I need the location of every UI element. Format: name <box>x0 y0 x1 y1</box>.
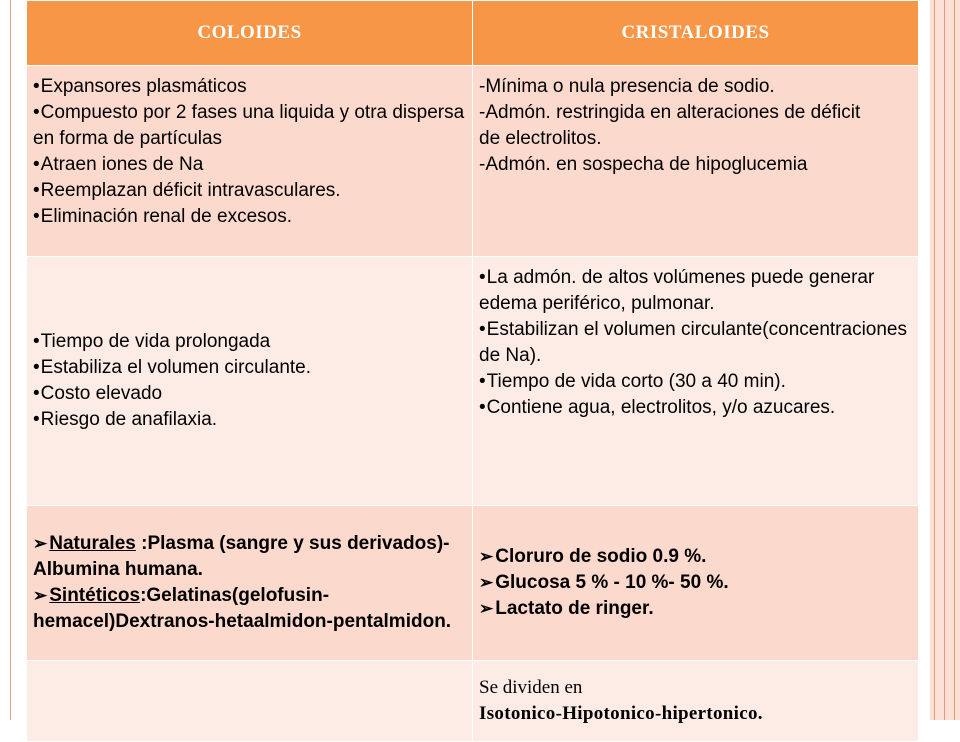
row-1 <box>27 66 919 257</box>
header-cristaloides: CRISTALOIDES <box>473 1 919 66</box>
row4-left-cell <box>27 661 473 742</box>
list-item: •Reemplazan déficit intravasculares. <box>33 180 341 201</box>
comparison-table <box>26 0 919 742</box>
classification-note <box>479 675 912 727</box>
list-item: •Estabiliza el volumen circulante. <box>33 357 312 378</box>
row1-left-list <box>33 74 466 230</box>
list-item: ➢ Glucosa 5 % - 10 %- 50 %. <box>479 572 729 593</box>
arrow-bullet-icon: ➢ <box>33 534 48 553</box>
list-item: •Costo elevado <box>33 383 163 404</box>
list-item: •Contiene agua, electrolitos, y/o azucares. <box>479 397 836 418</box>
list-item: -Admón. restringida en alteraciones de déficit de electrolitos. <box>479 102 861 149</box>
row4-right-cell <box>473 661 919 742</box>
note-line-2: Isotonico-Hipotonico-hipertonico. <box>479 703 763 724</box>
right-decorative-band <box>930 0 960 720</box>
row2-right-list <box>479 265 912 421</box>
row3-left-cell <box>27 506 473 661</box>
list-item: •Tiempo de vida corto (30 a 40 min). <box>479 371 786 392</box>
list-item: •La admón. de altos volúmenes puede generar edema periférico, pulmonar. <box>479 267 875 314</box>
row2-left-list <box>33 329 466 433</box>
row3-right-cell <box>473 506 919 661</box>
left-border-rule <box>10 0 11 720</box>
row3-right-list <box>479 544 912 622</box>
list-item: ➢ Naturales :Plasma (sangre y sus derivados)-Albumina humana. <box>33 533 450 580</box>
list-item: •Estabilizan el volumen circulante(concentraciones de Na). <box>479 319 907 366</box>
list-item: -Mínima o nula presencia de sodio. <box>479 76 775 97</box>
list-item: •Eliminación renal de excesos. <box>33 206 293 227</box>
list-item: ➢ Lactato de ringer. <box>479 598 654 619</box>
row-3 <box>27 506 919 661</box>
list-item: •Compuesto por 2 fases una liquida y otra dispersa en forma de partículas <box>33 102 465 149</box>
arrow-bullet-icon: ➢ <box>479 573 494 592</box>
arrow-bullet-icon: ➢ <box>479 547 494 566</box>
arrow-bullet-icon: ➢ <box>33 586 48 605</box>
list-item: ➢ Cloruro de sodio 0.9 %. <box>479 546 707 567</box>
row1-right-list <box>479 74 912 178</box>
list-item: ➢ Sintéticos:Gelatinas(gelofusin-hemacel)Dextranos-hetaalmidon-pentalmidon. <box>33 585 452 632</box>
arrow-bullet-icon: ➢ <box>479 599 494 618</box>
list-item: •Atraen iones de Na <box>33 154 204 175</box>
row1-left-cell <box>27 66 473 257</box>
row1-right-cell <box>473 66 919 257</box>
row-4 <box>27 661 919 742</box>
list-item: •Riesgo de anafilaxia. <box>33 409 218 430</box>
header-coloides: COLOIDES <box>27 1 473 66</box>
row2-right-cell <box>473 257 919 506</box>
list-item: •Expansores plasmáticos <box>33 76 247 97</box>
header-row <box>27 1 919 66</box>
row-2 <box>27 257 919 506</box>
row3-left-list <box>33 531 466 635</box>
list-item: •Tiempo de vida prolongada <box>33 331 271 352</box>
row2-left-cell <box>27 257 473 506</box>
list-item: -Admón. en sospecha de hipoglucemia <box>479 154 808 175</box>
note-line-1: Se dividen en <box>479 677 583 698</box>
